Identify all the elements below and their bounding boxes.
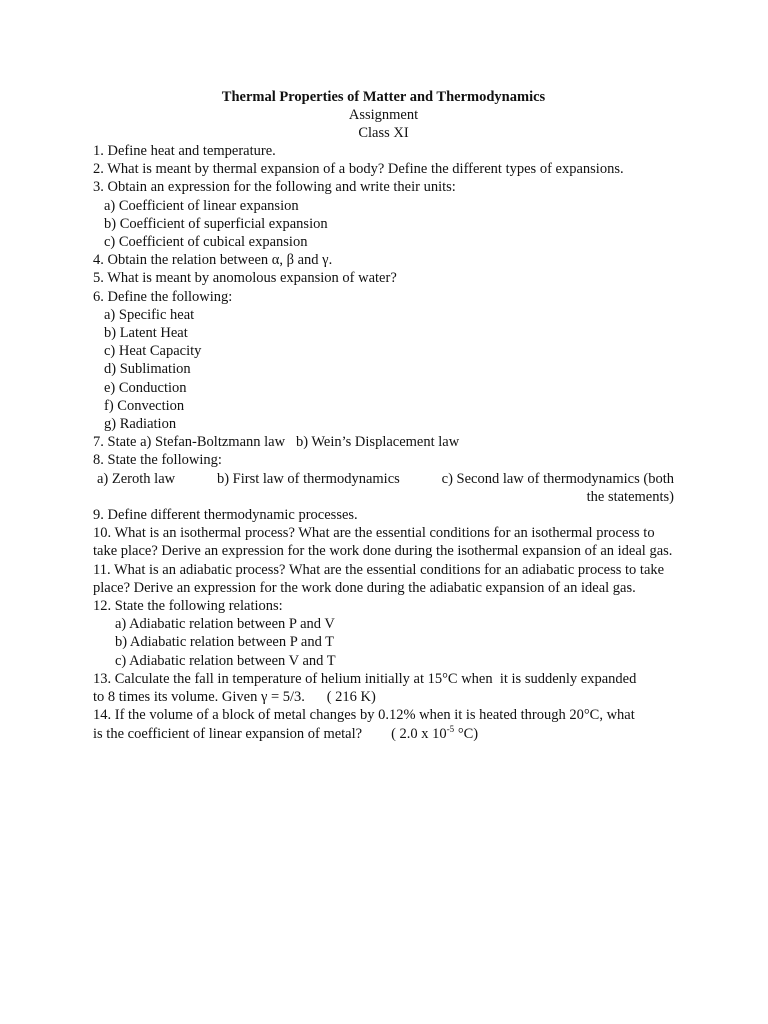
question-5: 5. What is meant by anomolous expansion of water? [93, 270, 397, 287]
question-11: 11. What is an adiabatic process? What are the essential conditions for an adiabatic process to take place? Derive an expression for the work done during the adiabatic expansion of an ideal gas. [93, 561, 665, 596]
document-class: Class XI [358, 125, 409, 141]
question-6-item: c) Heat Capacity [104, 343, 202, 360]
question-13-line-2 [93, 688, 674, 706]
question-3: 3. Obtain an expression for the following and write their units: [93, 179, 456, 196]
question-6-item: a) Specific heat [104, 306, 195, 323]
question-12-item-a: a) Adiabatic relation between P and V [115, 616, 335, 633]
question-2: 2. What is meant by thermal expansion of a body? Define the different types of expansions. [93, 161, 624, 178]
question-6-item: d) Sublimation [104, 361, 191, 378]
question-13-answer: ( 216 K) [326, 689, 376, 706]
question-13-given: to 8 times its volume. Given γ = 5/3. [93, 689, 305, 706]
question-3-item-a: a) Coefficient of linear expansion [104, 197, 299, 214]
question-14-answer-exponent: -5 [446, 723, 455, 734]
question-6-item: e) Conduction [104, 379, 187, 396]
question-14-answer-base: ( 2.0 x 10 [391, 725, 447, 742]
question-6: 6. Define the following: [93, 288, 233, 305]
question-14-answer-unit: °C) [454, 725, 479, 742]
question-1: 1. Define heat and temperature. [93, 143, 276, 159]
question-14-text: is the coefficient of linear expansion of metal? [93, 725, 363, 742]
question-14-answer [391, 723, 479, 742]
question-8-item-a: a) Zeroth law [97, 470, 176, 487]
question-10: 10. What is an isothermal process? What are the essential conditions for an isothermal process to take place? Derive an expression for the work done during the isothermal expansion of an ideal gas. [93, 525, 673, 560]
document-subtitle: Assignment [348, 107, 419, 123]
question-8: 8. State the following: [93, 452, 222, 469]
question-12: 12. State the following relations: [93, 598, 283, 615]
question-13-line-1: 13. Calculate the fall in temperature of helium initially at 15°C when it is suddenly expanded [93, 670, 637, 687]
question-8-item-c-continued: the statements) [586, 488, 674, 505]
question-14-line-1: 14. If the volume of a block of metal changes by 0.12% when it is heated through 20°C, what [93, 707, 635, 724]
question-3-item-c: c) Coefficient of cubical expansion [104, 234, 308, 251]
question-8-item-b: b) First law of thermodynamics [216, 470, 400, 487]
question-8-laws [93, 470, 674, 488]
question-6-item: f) Convection [104, 397, 185, 414]
document-title: Thermal Properties of Matter and Thermodynamics [221, 89, 546, 105]
question-12-item-c: c) Adiabatic relation between V and T [115, 652, 336, 669]
document-header [93, 88, 674, 142]
question-8-item-c: c) Second law of thermodynamics (both [441, 470, 674, 487]
question-14-line-2 [93, 725, 674, 743]
question-9: 9. Define different thermodynamic processes. [93, 507, 358, 524]
question-3-item-b: b) Coefficient of superficial expansion [104, 215, 328, 232]
question-6-item: g) Radiation [104, 416, 177, 433]
question-7: 7. State a) Stefan-Boltzmann law b) Wein’s Displacement law [93, 434, 460, 451]
question-12-item-b: b) Adiabatic relation between P and T [115, 634, 335, 651]
question-6-item: b) Latent Heat [104, 325, 188, 342]
question-4: 4. Obtain the relation between α, β and γ. [93, 252, 333, 269]
